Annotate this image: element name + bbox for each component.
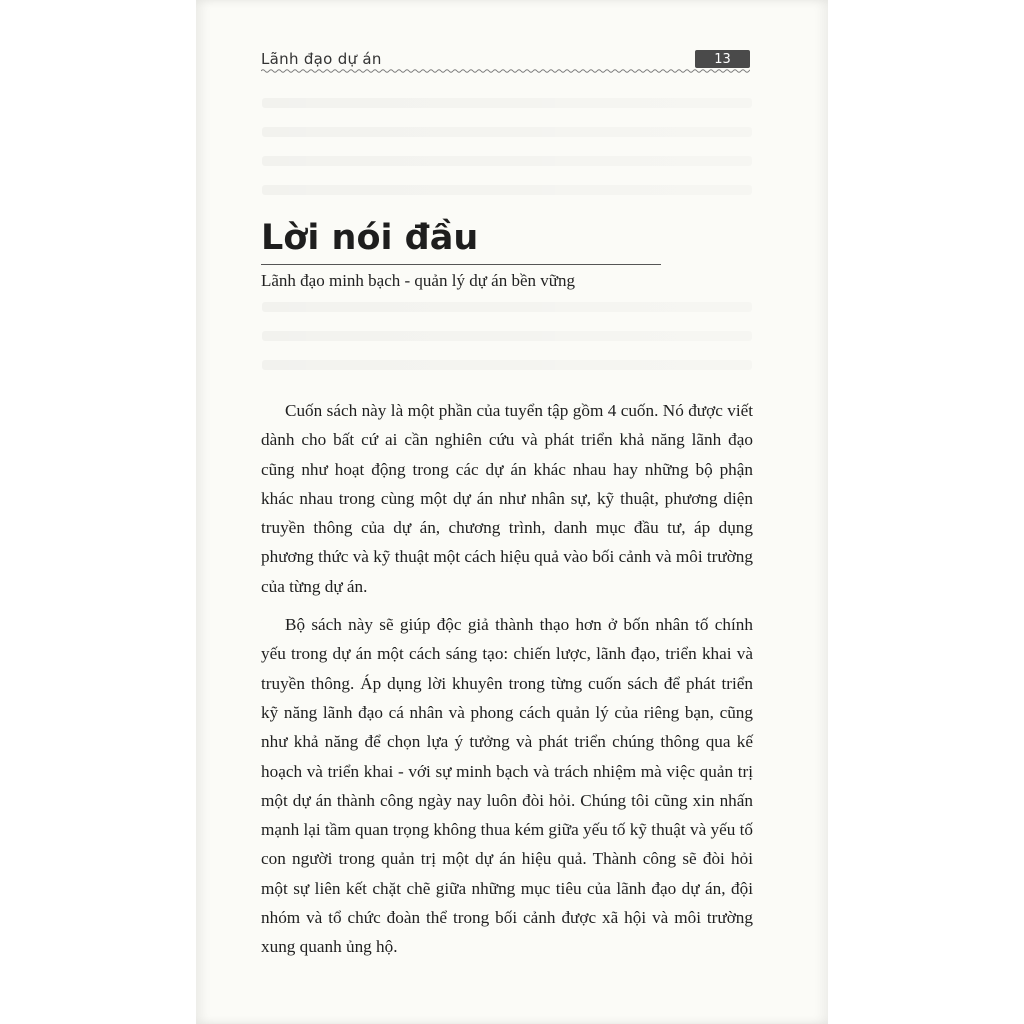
paragraph-1: Cuốn sách này là một phần của tuyển tập gồm 4 cuốn. Nó được viết dành cho bất cứ ai cần nghiên cứu và phát triển khả năng lãnh đạo cũng như hoạt động trong các dự án khác nhau hay những bộ phận khác nhau trong cùng một dự án như nhân sự, kỹ thuật, phương diện truyền thông của dự án, chương trình, danh mục đầu tư, áp dụng phương thức và kỹ thuật một cách hiệu quả vào bối cảnh và môi trường của từng dự án. <box>261 401 753 596</box>
body-text <box>261 396 753 971</box>
paragraph-2: Bộ sách này sẽ giúp độc giả thành thạo hơn ở bốn nhân tố chính yếu trong dự án một cách sáng tạo: chiến lược, lãnh đạo, triển khai và truyền thông. Áp dụng lời khuyên trong từng cuốn sách để phát triển kỹ năng lãnh đạo cá nhân và phong cách quản lý của riêng bạn, cũng như khả năng để chọn lựa ý tưởng và phát triển chúng thông qua kế hoạch và triển khai - với sự minh bạch và trách nhiệm mà việc quản trị một dự án thành công ngày nay luôn đòi hỏi. Chúng tôi cũng xin nhấn mạnh lại tầm quan trọng không thua kém giữa yếu tố kỹ thuật và yếu tố con người trong quản trị một dự án hiệu quả. Thành công sẽ đòi hỏi một sự liên kết chặt chẽ giữa những mục tiêu của lãnh đạo dự án, đội nhóm và tổ chức đoàn thể trong bối cảnh được xã hội và môi trường xung quanh ủng hộ. <box>261 615 753 957</box>
running-head-title: Lãnh đạo dự án <box>261 50 382 68</box>
header-wavy-rule <box>261 68 750 74</box>
chapter-title: Lời nói đầu <box>261 218 479 258</box>
chapter-subtitle: Lãnh đạo minh bạch - quản lý dự án bền vững <box>261 271 575 290</box>
page-number-badge: 13 <box>695 50 750 68</box>
title-underline <box>261 264 661 265</box>
